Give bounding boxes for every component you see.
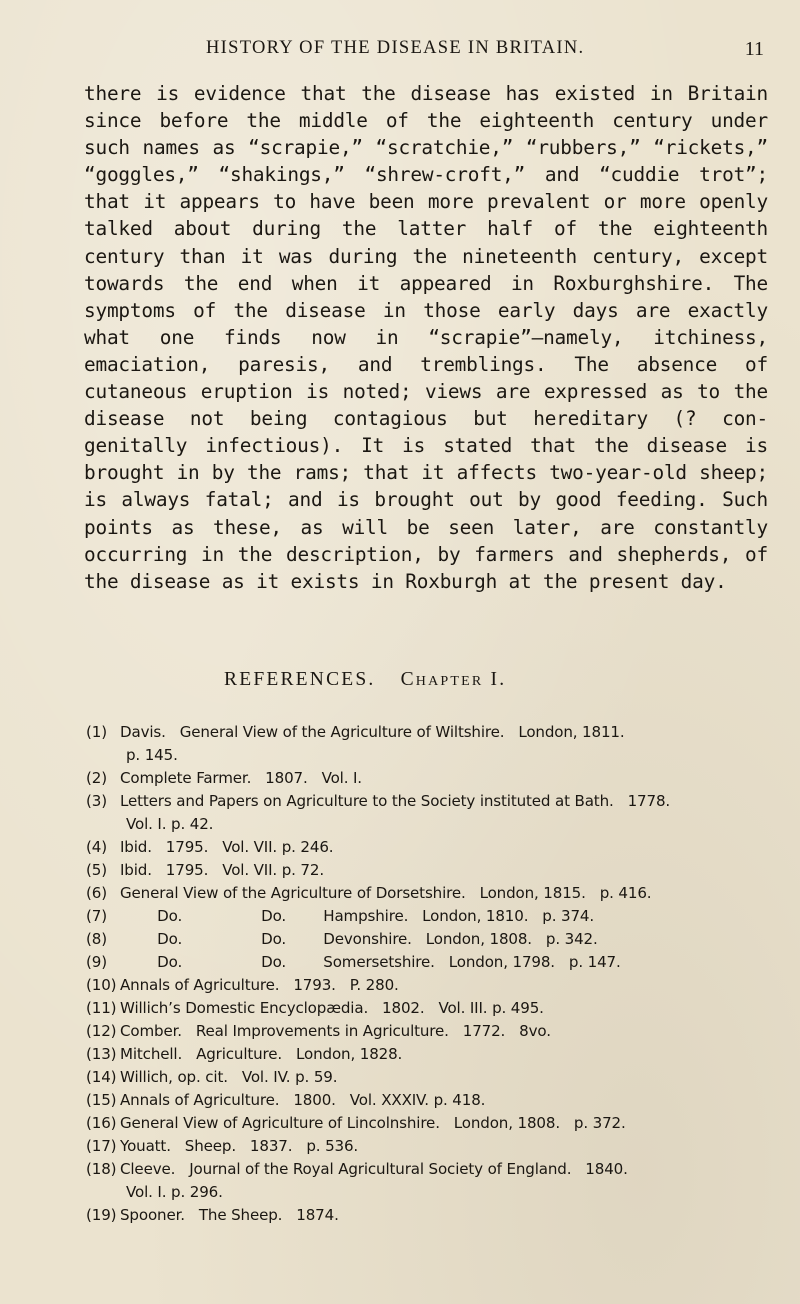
reference-number: (6) [86, 884, 107, 902]
reference-row [86, 951, 776, 974]
reference-item [86, 859, 776, 882]
reference-row [86, 1112, 776, 1135]
references-title: REFERENCES. [224, 669, 376, 690]
reference-text: Do. Do. Somersetshire. London, 1798. p. 147. [120, 953, 621, 971]
reference-item [86, 836, 776, 859]
reference-text: Do. Do. Devonshire. London, 1808. p. 342. [120, 930, 598, 948]
reference-row [86, 882, 776, 905]
reference-row [86, 721, 776, 744]
reference-item [86, 1204, 776, 1227]
reference-text: Willich’s Domestic Encyclopædia. 1802. Vol. III. p. 495. [120, 999, 544, 1017]
reference-item [86, 1066, 776, 1089]
reference-text: Youatt. Sheep. 1837. p. 536. [120, 1137, 359, 1155]
reference-text: Ibid. 1795. Vol. VII. p. 72. [120, 861, 324, 879]
reference-item [86, 997, 776, 1020]
reference-number: (4) [86, 838, 107, 856]
reference-number: (18) [86, 1160, 117, 1178]
reference-continuation: p. 145. [126, 746, 178, 764]
reference-number: (1) [86, 723, 107, 741]
reference-text: Ibid. 1795. Vol. VII. p. 246. [120, 838, 334, 856]
reference-text: Do. Do. Hampshire. London, 1810. p. 374. [120, 907, 595, 925]
reference-text: Davis. General View of the Agriculture of Wiltshire. London, 1811. [120, 723, 625, 741]
reference-item [86, 1158, 776, 1204]
reference-number: (13) [86, 1045, 117, 1063]
chapter-label: Chapter I. [400, 669, 507, 690]
reference-item [86, 951, 776, 974]
reference-item [86, 1089, 776, 1112]
reference-number: (15) [86, 1091, 117, 1109]
reference-row [86, 1089, 776, 1112]
reference-text: Spooner. The Sheep. 1874. [120, 1206, 339, 1224]
reference-item [86, 1135, 776, 1158]
reference-item [86, 767, 776, 790]
reference-number: (14) [86, 1068, 117, 1086]
reference-item [86, 1043, 776, 1066]
reference-continuation: Vol. I. p. 42. [126, 815, 214, 833]
reference-row [86, 1043, 776, 1066]
reference-number: (12) [86, 1022, 117, 1040]
reference-item [86, 1112, 776, 1135]
reference-row [86, 1066, 776, 1089]
reference-number: (19) [86, 1206, 117, 1224]
reference-item [86, 905, 776, 928]
reference-number: (8) [86, 930, 107, 948]
reference-row [86, 974, 776, 997]
reference-number: (7) [86, 907, 107, 925]
reference-row [86, 905, 776, 928]
reference-row [86, 836, 776, 859]
reference-item [86, 790, 776, 836]
reference-row [86, 1204, 776, 1227]
reference-text: Annals of Agriculture. 1793. P. 280. [120, 976, 399, 994]
reference-text: Annals of Agriculture. 1800. Vol. XXXIV. p. 418. [120, 1091, 486, 1109]
reference-text: General View of Agriculture of Lincolnshire. London, 1808. p. 372. [120, 1114, 626, 1132]
reference-number: (3) [86, 792, 107, 810]
references-heading [224, 669, 506, 691]
reference-row [86, 1135, 776, 1158]
reference-item [86, 928, 776, 951]
reference-text: Mitchell. Agriculture. London, 1828. [120, 1045, 403, 1063]
reference-row [86, 1020, 776, 1043]
running-title: HISTORY OF THE DISEASE IN BRITAIN. [206, 38, 585, 58]
reference-number: (10) [86, 976, 117, 994]
reference-text: Willich, op. cit. Vol. IV. p. 59. [120, 1068, 338, 1086]
page-number: 11 [744, 38, 764, 60]
reference-number: (5) [86, 861, 107, 879]
reference-item [86, 721, 776, 767]
reference-row [86, 997, 776, 1020]
reference-text: Comber. Real Improvements in Agriculture. 1772. 8vo. [120, 1022, 551, 1040]
reference-number: (9) [86, 953, 107, 971]
body-paragraph: there is evidence that the disease has existed in Britain since before the middle of the eighteenth century under such names as “scrapie,” “scratchie,” “rubbers,” “rickets,” “goggles,” “shakings,” “shrew-croft,” and “cuddie trot”; that it appears to have been more prevalent or more openly talked about during the latter half of the eighteenth century than it was during the nineteenth century, except towards the end when it appeared in Roxburghshire. The symptoms of the disease in those early days are exactly what one finds now in “scrapie”—namely, itchiness, emaciation, paresis, and tremblings. The absence of cutaneous eruption is noted; views are expressed as to the disease not being contagious but hereditary (? con-genitally infectious). It is stated that the disease is brought in by the rams; that it affects two-year-old sheep; is always fatal; and is brought out by good feeding. Such points as these, as will be seen later, are constantly occurring in the description, by farmers and shepherds, of the disease as it exists in Roxburgh at the present day. [84, 82, 768, 593]
reference-number: (2) [86, 769, 107, 787]
reference-continuation: Vol. I. p. 296. [126, 1183, 223, 1201]
reference-row [86, 790, 776, 813]
reference-text: Complete Farmer. 1807. Vol. I. [120, 769, 362, 787]
reference-item [86, 1020, 776, 1043]
reference-number: (11) [86, 999, 117, 1017]
reference-row [86, 767, 776, 790]
reference-item [86, 974, 776, 997]
reference-text: Cleeve. Journal of the Royal Agricultural Society of England. 1840. [120, 1160, 628, 1178]
running-head [206, 38, 764, 62]
reference-text: Letters and Papers on Agriculture to the Society instituted at Bath. 1778. [120, 792, 671, 810]
reference-text: General View of the Agriculture of Dorsetshire. London, 1815. p. 416. [120, 884, 652, 902]
reference-number: (16) [86, 1114, 117, 1132]
reference-number: (17) [86, 1137, 117, 1155]
reference-row [86, 928, 776, 951]
reference-row [86, 859, 776, 882]
reference-row [86, 1158, 776, 1181]
reference-list [86, 721, 776, 1227]
reference-item [86, 882, 776, 905]
